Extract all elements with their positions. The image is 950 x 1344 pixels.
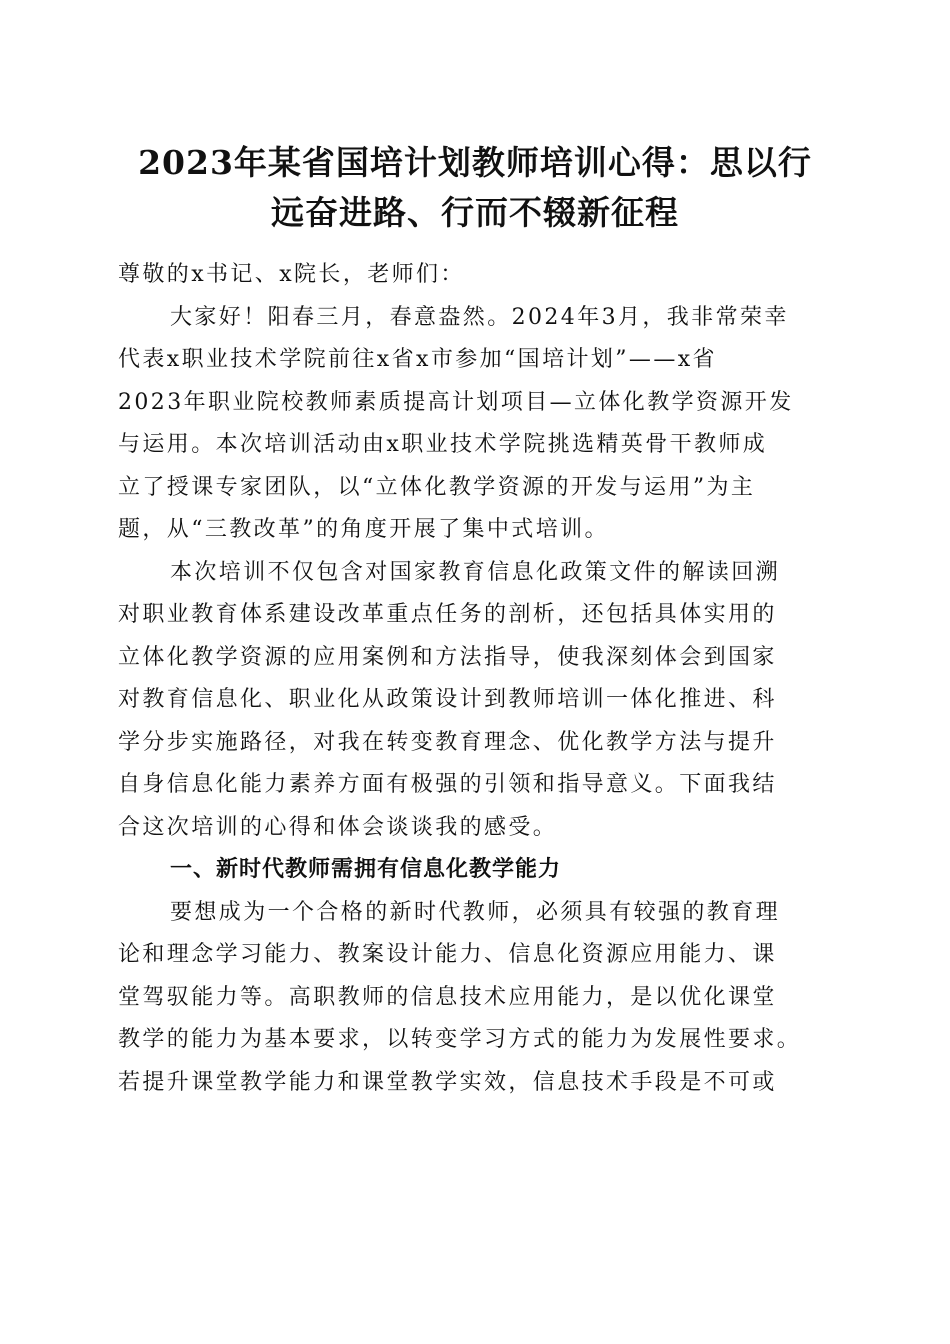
title-line-1: 2023年某省国培计划教师培训心得：思以行 <box>138 143 812 182</box>
paragraph-line: 若提升课堂教学能力和课堂教学实效，信息技术手段是不可或 <box>118 1069 777 1095</box>
paragraph-line: 教学的能力为基本要求，以转变学习方式的能力为发展性要求。 <box>118 1027 802 1052</box>
paragraph-line: 对教育信息化、职业化从政策设计到教师培训一体化推进、科 <box>118 687 777 712</box>
paragraph-line: 代表x职业技术学院前往x省x市参加“国培计划”——x省 <box>118 347 717 372</box>
paragraph-line: 堂驾驭能力等。高职教师的信息技术应用能力，是以优化课堂 <box>118 984 777 1010</box>
paragraph-line: 与运用。本次培训活动由x职业技术学院挑选精英骨干教师成 <box>118 432 768 457</box>
paragraph-line: 自身信息化能力素养方面有极强的引领和指导意义。下面我结 <box>118 772 777 797</box>
paragraph-line: 本次培训不仅包含对国家教育信息化政策文件的解读回溯 <box>170 559 781 585</box>
section-heading: 一、新时代教师需拥有信息化教学能力 <box>170 857 562 882</box>
paragraph-line: 立了授课专家团队，以“立体化教学资源的开发与运用”为主 <box>118 474 756 500</box>
paragraph-line: 论和理念学习能力、教案设计能力、信息化资源应用能力、课 <box>118 942 777 967</box>
salutation: 尊敬的x书记、x院长，老师们： <box>118 262 465 287</box>
paragraph-line: 大家好！阳春三月，春意盎然。2024年3月，我非常荣幸 <box>170 304 789 330</box>
document-body <box>118 254 838 1104</box>
document-title <box>100 138 850 238</box>
paragraph-line: 2023年职业院校教师素质提高计划项目—立体化教学资源开发 <box>118 389 794 415</box>
title-line-2: 远奋进路、行而不辍新征程 <box>271 193 679 232</box>
paragraph-line: 对职业教育体系建设改革重点任务的剖析，还包括具体实用的 <box>118 602 777 627</box>
paragraph-line: 要想成为一个合格的新时代教师，必须具有较强的教育理 <box>170 899 781 925</box>
paragraph-line: 学分步实施路径，对我在转变教育理念、优化教学方法与提升 <box>118 729 777 755</box>
paragraph-line: 立体化教学资源的应用案例和方法指导，使我深刻体会到国家 <box>118 644 777 670</box>
paragraph-line: 合这次培训的心得和体会谈谈我的感受。 <box>118 814 558 840</box>
paragraph-line: 题，从“三教改革”的角度开展了集中式培训。 <box>118 517 609 542</box>
